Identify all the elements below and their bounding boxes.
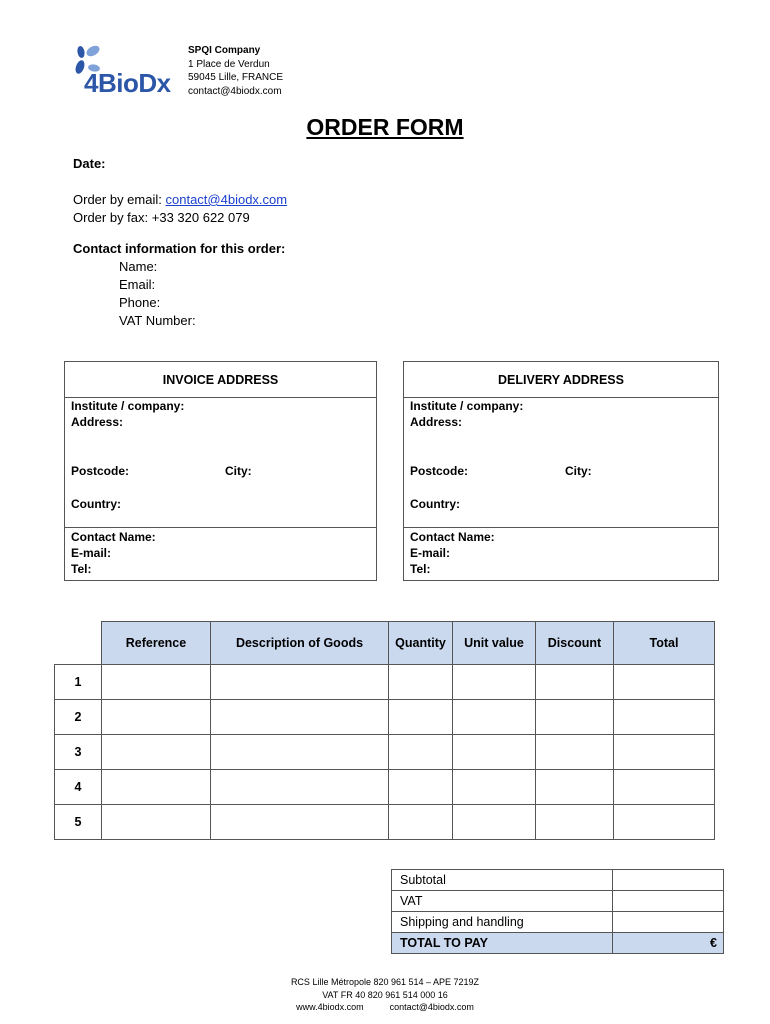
unit-value-cell[interactable] <box>453 735 536 770</box>
footer-website: www.4biodx.com <box>296 1002 364 1012</box>
row-number: 3 <box>55 735 102 770</box>
company-address-line2: 59045 Lille, FRANCE <box>188 72 284 83</box>
invoice-divider <box>65 527 376 528</box>
description-cell[interactable] <box>211 735 389 770</box>
invoice-address-label: Address: <box>71 415 124 429</box>
delivery-city-label: City: <box>565 464 592 478</box>
reference-cell[interactable] <box>102 665 211 700</box>
total-cell[interactable] <box>614 700 715 735</box>
reference-cell[interactable] <box>102 805 211 840</box>
delivery-divider <box>404 527 718 528</box>
delivery-contact-name-label: Contact Name: <box>410 530 495 544</box>
column-header-unit-value: Unit value <box>453 622 536 665</box>
header-blank-cell <box>55 622 102 665</box>
company-name: SPQI Company <box>188 45 261 56</box>
description-cell[interactable] <box>211 805 389 840</box>
items-table-header <box>55 622 715 665</box>
delivery-postcode-label: Postcode: <box>410 464 469 478</box>
invoice-postcode-label: Postcode: <box>71 464 130 478</box>
total-value[interactable]: € <box>613 933 724 954</box>
table-row <box>55 665 715 700</box>
order-email-label: Order by email: <box>73 192 162 207</box>
column-header-quantity: Quantity <box>389 622 453 665</box>
delivery-tel-label: Tel: <box>410 562 431 576</box>
discount-cell[interactable] <box>536 665 614 700</box>
shipping-label: Shipping and handling <box>392 912 613 933</box>
row-number: 1 <box>55 665 102 700</box>
contact-vat-label: VAT Number: <box>119 313 196 328</box>
invoice-email-label: E-mail: <box>71 546 112 560</box>
vat-row <box>392 891 724 912</box>
order-email-link[interactable]: contact@4biodx.com <box>165 192 288 207</box>
discount-cell[interactable] <box>536 770 614 805</box>
unit-value-cell[interactable] <box>453 700 536 735</box>
total-cell[interactable] <box>614 735 715 770</box>
description-cell[interactable] <box>211 770 389 805</box>
contact-phone-label: Phone: <box>119 295 161 310</box>
quantity-cell[interactable] <box>389 735 453 770</box>
company-logo <box>70 42 185 98</box>
total-cell[interactable] <box>614 665 715 700</box>
contact-name-label: Name: <box>119 259 158 274</box>
order-fax-line: Order by fax: +33 320 622 079 <box>73 210 250 225</box>
footer-rcs: RCS Lille Métropole 820 961 514 – APE 7219Z <box>290 977 480 987</box>
total-label: TOTAL TO PAY <box>392 933 613 954</box>
delivery-address-heading: DELIVERY ADDRESS <box>404 362 718 398</box>
delivery-address-label: Address: <box>410 415 463 429</box>
delivery-country-label: Country: <box>410 497 460 511</box>
page-title: ORDER FORM <box>306 114 464 140</box>
company-address-line1: 1 Place de Verdun <box>188 58 270 70</box>
table-row <box>55 735 715 770</box>
quantity-cell[interactable] <box>389 700 453 735</box>
invoice-address-heading: INVOICE ADDRESS <box>65 362 376 398</box>
footer-contact <box>0 1001 770 1014</box>
contact-email-label: Email: <box>119 277 156 292</box>
invoice-address-box <box>64 361 377 581</box>
quantity-cell[interactable] <box>389 805 453 840</box>
total-row <box>392 933 724 954</box>
row-number: 5 <box>55 805 102 840</box>
table-row <box>55 770 715 805</box>
quantity-cell[interactable] <box>389 665 453 700</box>
company-email: contact@4biodx.com <box>188 85 282 97</box>
logo-text: 4BioDx <box>84 68 171 98</box>
delivery-address-box <box>403 361 719 581</box>
total-cell[interactable] <box>614 770 715 805</box>
subtotal-value[interactable] <box>613 870 724 891</box>
totals-table <box>391 869 724 954</box>
footer-email: contact@4biodx.com <box>389 1002 474 1012</box>
reference-cell[interactable] <box>102 735 211 770</box>
row-number: 4 <box>55 770 102 805</box>
unit-value-cell[interactable] <box>453 665 536 700</box>
total-cell[interactable] <box>614 805 715 840</box>
table-row <box>55 700 715 735</box>
unit-value-cell[interactable] <box>453 770 536 805</box>
column-header-total: Total <box>614 622 715 665</box>
items-table <box>54 621 715 840</box>
table-row <box>55 805 715 840</box>
delivery-email-label: E-mail: <box>410 546 451 560</box>
invoice-city-label: City: <box>225 464 252 478</box>
footer-vat: VAT FR 40 820 961 514 000 16 <box>322 989 448 1000</box>
discount-cell[interactable] <box>536 700 614 735</box>
shipping-row <box>392 912 724 933</box>
row-number: 2 <box>55 700 102 735</box>
invoice-contact-name-label: Contact Name: <box>71 530 156 544</box>
column-header-description: Description of Goods <box>211 622 389 665</box>
delivery-institute-label: Institute / company: <box>410 399 524 413</box>
subtotal-row <box>392 870 724 891</box>
column-header-reference: Reference <box>102 622 211 665</box>
contact-heading: Contact information for this order: <box>73 241 286 256</box>
reference-cell[interactable] <box>102 700 211 735</box>
quantity-cell[interactable] <box>389 770 453 805</box>
vat-label: VAT <box>392 891 613 912</box>
subtotal-label: Subtotal <box>392 870 613 891</box>
footer <box>0 976 770 1014</box>
column-header-discount: Discount <box>536 622 614 665</box>
invoice-institute-label: Institute / company: <box>71 399 185 413</box>
description-cell[interactable] <box>211 665 389 700</box>
discount-cell[interactable] <box>536 805 614 840</box>
invoice-tel-label: Tel: <box>71 562 92 576</box>
date-label: Date: <box>73 156 106 171</box>
vat-value[interactable] <box>613 891 724 912</box>
order-email-line <box>73 191 287 209</box>
description-cell[interactable] <box>211 700 389 735</box>
reference-cell[interactable] <box>102 770 211 805</box>
shipping-value[interactable] <box>613 912 724 933</box>
invoice-country-label: Country: <box>71 497 121 511</box>
discount-cell[interactable] <box>536 735 614 770</box>
unit-value-cell[interactable] <box>453 805 536 840</box>
company-address <box>188 44 283 98</box>
